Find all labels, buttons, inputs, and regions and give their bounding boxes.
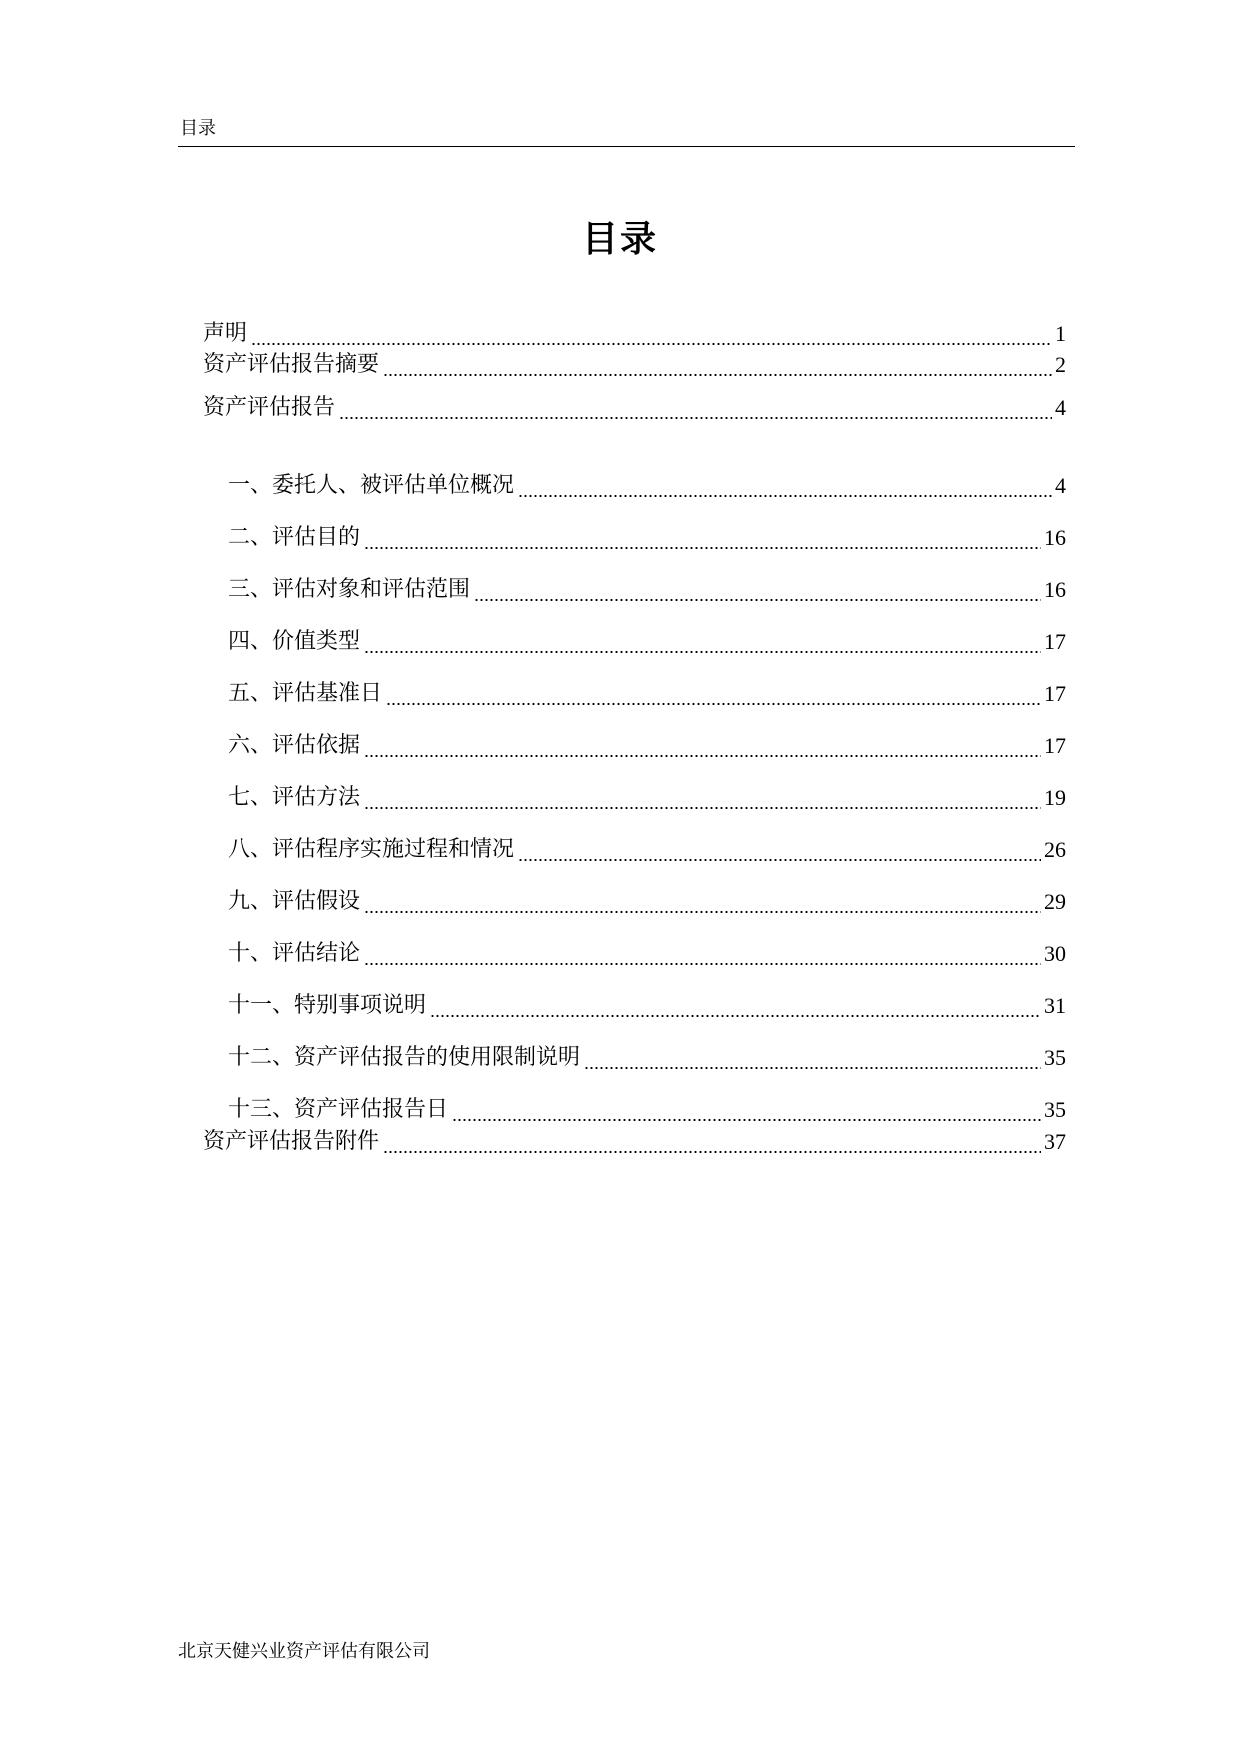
running-header-title: 目录 — [180, 118, 216, 139]
toc-entry-page: 26 — [1044, 837, 1066, 862]
toc-dot-leader — [383, 1133, 1041, 1153]
toc-entry-label: 资产评估报告附件 — [203, 1129, 380, 1154]
toc-entry-page: 35 — [1044, 1097, 1066, 1122]
toc-entry-page: 30 — [1044, 941, 1066, 966]
toc-entry[interactable] — [203, 317, 1066, 347]
toc-dot-leader — [251, 325, 1052, 345]
toc-entry-label: 十三、资产评估报告日 — [228, 1097, 449, 1122]
toc-dot-leader — [364, 737, 1041, 757]
toc-entry[interactable] — [228, 521, 1066, 551]
toc-dot-leader — [364, 633, 1041, 653]
toc-entry-label: 十、评估结论 — [228, 941, 361, 966]
toc-entry-page: 17 — [1044, 733, 1066, 758]
toc-entry-page: 4 — [1055, 473, 1066, 498]
toc-dot-leader — [339, 399, 1052, 419]
toc-entry[interactable] — [203, 348, 1066, 378]
toc-dot-leader — [386, 685, 1041, 705]
toc-entry-page: 4 — [1055, 395, 1066, 420]
page-title: 目录 — [581, 218, 658, 260]
toc-entry-label: 五、评估基准日 — [228, 681, 383, 706]
toc-entry-page: 2 — [1055, 352, 1066, 377]
toc-dot-leader — [518, 477, 1052, 497]
toc-entry-label: 十二、资产评估报告的使用限制说明 — [228, 1045, 581, 1070]
toc-entry-label: 十一、特别事项说明 — [228, 993, 427, 1018]
toc-dot-leader — [383, 356, 1052, 376]
toc-entry-page: 31 — [1044, 993, 1066, 1018]
toc-entry-page: 16 — [1044, 525, 1066, 550]
toc-entry-label: 二、评估目的 — [228, 525, 361, 550]
toc-entry[interactable] — [228, 469, 1066, 499]
toc-entry-page: 35 — [1044, 1045, 1066, 1070]
toc-entry-page: 17 — [1044, 681, 1066, 706]
toc-dot-leader — [584, 1049, 1041, 1069]
toc-entry-label: 三、评估对象和评估范围 — [228, 577, 471, 602]
toc-entry-page: 29 — [1044, 889, 1066, 914]
toc-entry[interactable] — [228, 937, 1066, 967]
toc-entry-page: 16 — [1044, 577, 1066, 602]
toc-entry[interactable] — [228, 1041, 1066, 1071]
toc-entry[interactable] — [228, 833, 1066, 863]
toc-dot-leader — [474, 581, 1041, 601]
toc-entry-page: 17 — [1044, 629, 1066, 654]
toc-dot-leader — [364, 529, 1041, 549]
toc-entry[interactable] — [228, 1093, 1066, 1123]
toc-dot-leader — [364, 789, 1041, 809]
toc-entry-label: 六、评估依据 — [228, 733, 361, 758]
toc-entry[interactable] — [203, 1125, 1066, 1155]
toc-entry-page: 1 — [1055, 321, 1066, 346]
footer-company-name: 北京天健兴业资产评估有限公司 — [178, 1641, 430, 1662]
toc-entry[interactable] — [228, 729, 1066, 759]
toc-entry[interactable] — [203, 391, 1066, 421]
toc-dot-leader — [364, 893, 1041, 913]
toc-entry-label: 七、评估方法 — [228, 785, 361, 810]
toc-entry-label: 一、委托人、被评估单位概况 — [228, 473, 515, 498]
toc-entry-label: 声明 — [203, 321, 248, 346]
toc-entry[interactable] — [228, 885, 1066, 915]
toc-dot-leader — [452, 1101, 1041, 1121]
toc-dot-leader — [364, 945, 1041, 965]
toc-entry-label: 八、评估程序实施过程和情况 — [228, 837, 515, 862]
toc-entry-label: 资产评估报告 — [203, 395, 336, 420]
toc-entry[interactable] — [228, 677, 1066, 707]
toc-dot-leader — [518, 841, 1041, 861]
toc-entry-page: 37 — [1044, 1129, 1066, 1154]
toc-entry-label: 九、评估假设 — [228, 889, 361, 914]
toc-entry[interactable] — [228, 573, 1066, 603]
toc-entry-label: 资产评估报告摘要 — [203, 352, 380, 377]
toc-entry-page: 19 — [1044, 785, 1066, 810]
toc-dot-leader — [430, 997, 1041, 1017]
toc-entry[interactable] — [228, 625, 1066, 655]
toc-entry[interactable] — [228, 989, 1066, 1019]
toc-entry-label: 四、价值类型 — [228, 629, 361, 654]
toc-entry[interactable] — [228, 781, 1066, 811]
